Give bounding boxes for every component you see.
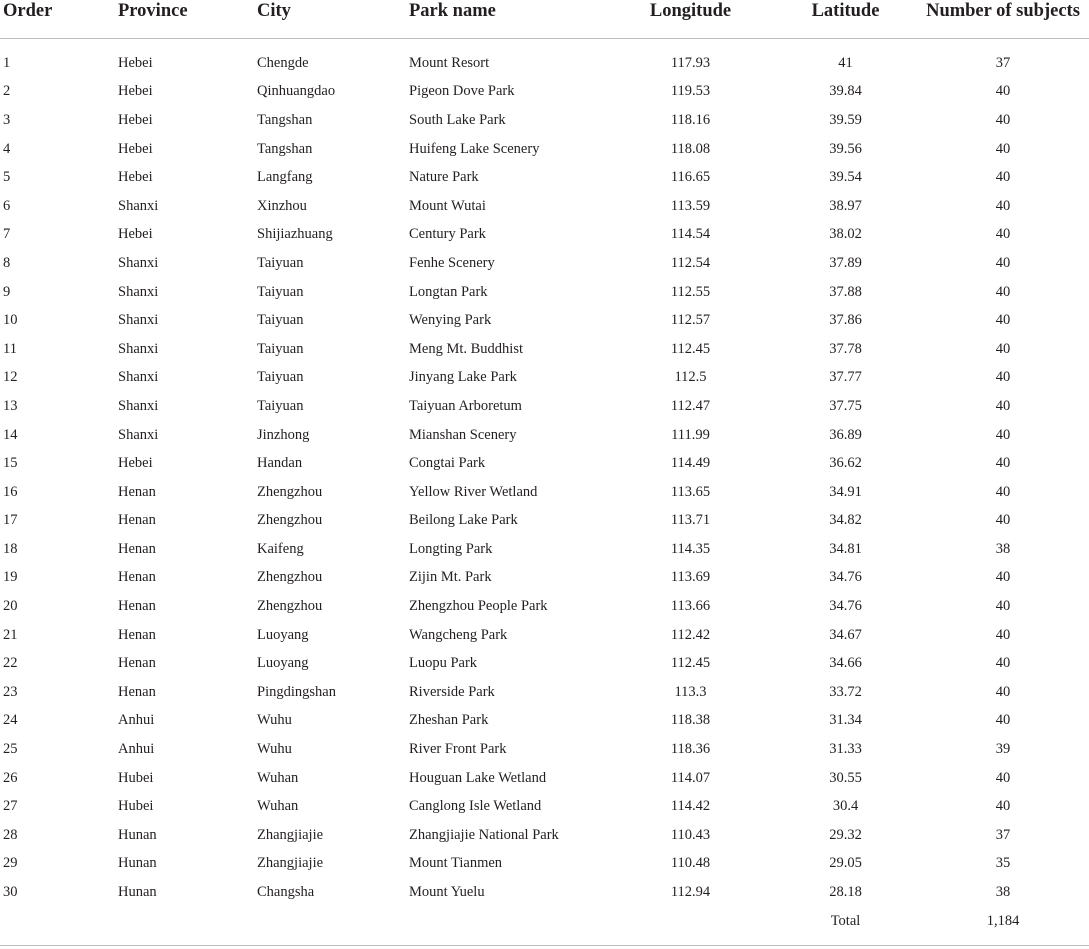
table-row: [0, 735, 1089, 764]
city-cell: Zhengzhou: [257, 512, 323, 529]
longitude-cell: 113.59: [670, 197, 711, 214]
longitude-cell: 112.5: [674, 369, 707, 386]
subjects-cell: 40: [995, 111, 1011, 128]
park-name-cell: Mianshan Scenery: [409, 426, 517, 443]
province-cell: Hubei: [118, 769, 154, 786]
longitude-cell: 113.69: [670, 569, 711, 586]
order-cell: 26: [3, 769, 18, 786]
park-name-cell: Fenhe Scenery: [409, 254, 495, 271]
longitude-cell: 113.65: [670, 483, 711, 500]
order-cell: 1: [3, 54, 11, 71]
longitude-cell: 112.42: [670, 626, 711, 643]
city-cell: Zhangjiajie: [257, 855, 324, 872]
subjects-cell: 40: [995, 683, 1011, 700]
park-name-cell: Longting Park: [409, 540, 493, 557]
latitude-cell: 34.91: [829, 483, 862, 500]
latitude-cell: 37.89: [829, 254, 862, 271]
park-name-cell: Nature Park: [409, 169, 479, 186]
province-cell: Hebei: [118, 169, 153, 186]
park-name-cell: Houguan Lake Wetland: [409, 769, 547, 786]
park-name-cell: Mount Wutai: [409, 197, 486, 214]
order-cell: 9: [3, 283, 11, 300]
order-cell: 19: [3, 569, 18, 586]
city-cell: Luoyang: [257, 626, 309, 643]
park-name-cell: River Front Park: [409, 741, 507, 758]
province-cell: Hunan: [118, 855, 157, 872]
province-cell: Shanxi: [118, 197, 159, 214]
subjects-cell: 40: [995, 397, 1011, 414]
table-row: [0, 306, 1089, 335]
order-cell: 6: [3, 197, 11, 214]
city-cell: Wuhu: [257, 741, 292, 758]
longitude-cell: 110.48: [670, 855, 711, 872]
province-cell: Hebei: [118, 455, 153, 472]
table-row: [0, 278, 1089, 307]
latitude-cell: 36.89: [829, 426, 862, 443]
table-row: [0, 850, 1089, 879]
order-cell: 14: [3, 426, 18, 443]
subjects-cell: 40: [995, 455, 1011, 472]
park-name-cell: Yellow River Wetland: [409, 483, 538, 500]
latitude-cell: 28.18: [829, 884, 862, 901]
province-cell: Shanxi: [118, 426, 159, 443]
park-name-cell: Mount Resort: [409, 54, 490, 71]
order-cell: 28: [3, 826, 18, 843]
table-row: [0, 364, 1089, 393]
latitude-cell: 37.77: [829, 369, 862, 386]
latitude-cell: 34.82: [829, 512, 862, 529]
order-cell: 11: [3, 340, 17, 357]
park-name-cell: Wangcheng Park: [409, 626, 508, 643]
province-cell: Henan: [118, 626, 156, 643]
latitude-cell: 37.86: [829, 312, 862, 329]
order-cell: 22: [3, 655, 18, 672]
subjects-cell: 40: [995, 512, 1011, 529]
city-cell: Taiyuan: [257, 397, 304, 414]
city-cell: Shijiazhuang: [257, 226, 333, 243]
city-cell: Xinzhou: [257, 197, 307, 214]
city-cell: Zhengzhou: [257, 598, 323, 615]
order-cell: 25: [3, 741, 18, 758]
latitude-cell: 37.75: [829, 397, 862, 414]
order-cell: 5: [3, 169, 11, 186]
province-cell: Hebei: [118, 54, 153, 71]
latitude-cell: 36.62: [829, 455, 862, 472]
col-header-latitude: Latitude: [811, 1, 880, 21]
table-row: [0, 535, 1089, 564]
subjects-cell: 38: [995, 540, 1011, 557]
province-cell: Shanxi: [118, 397, 159, 414]
province-cell: Hubei: [118, 798, 154, 815]
latitude-cell: 39.54: [829, 169, 862, 186]
longitude-cell: 114.07: [670, 769, 711, 786]
col-header-province: Province: [118, 1, 188, 21]
table-row: [0, 106, 1089, 135]
city-cell: Taiyuan: [257, 283, 304, 300]
subjects-cell: 35: [995, 855, 1011, 872]
province-cell: Henan: [118, 540, 156, 557]
table-row: [0, 507, 1089, 536]
city-cell: Pingdingshan: [257, 683, 336, 700]
subjects-cell: 38: [995, 884, 1011, 901]
table-row: [0, 821, 1089, 850]
longitude-cell: 112.47: [670, 397, 711, 414]
latitude-cell: 38.97: [829, 197, 862, 214]
total-label: Total: [830, 913, 861, 930]
park-name-cell: Beilong Lake Park: [409, 512, 518, 529]
city-cell: Chengde: [257, 54, 309, 71]
province-cell: Hebei: [118, 111, 153, 128]
park-name-cell: Riverside Park: [409, 683, 495, 700]
order-cell: 23: [3, 683, 18, 700]
longitude-cell: 114.54: [670, 226, 711, 243]
subjects-cell: 40: [995, 426, 1011, 443]
park-name-cell: Canglong Isle Wetland: [409, 798, 542, 815]
province-cell: Shanxi: [118, 369, 159, 386]
city-cell: Tangshan: [257, 111, 313, 128]
park-name-cell: Mount Tianmen: [409, 855, 503, 872]
subjects-cell: 40: [995, 340, 1011, 357]
park-name-cell: Luopu Park: [409, 655, 478, 672]
subjects-cell: 40: [995, 140, 1011, 157]
empty-cell: [607, 907, 774, 937]
province-cell: Henan: [118, 569, 156, 586]
latitude-cell: 33.72: [829, 683, 862, 700]
subjects-cell: 40: [995, 312, 1011, 329]
city-cell: Langfang: [257, 169, 313, 186]
table-row: [0, 135, 1089, 164]
province-cell: Shanxi: [118, 312, 159, 329]
table-row: [0, 478, 1089, 507]
latitude-cell: 34.76: [829, 569, 862, 586]
order-cell: 24: [3, 712, 18, 729]
park-name-cell: Taiyuan Arboretum: [409, 397, 522, 414]
longitude-cell: 119.53: [670, 83, 711, 100]
table-row: [0, 163, 1089, 192]
longitude-cell: 113.71: [670, 512, 711, 529]
city-cell: Tangshan: [257, 140, 313, 157]
table-row: [0, 649, 1089, 678]
latitude-cell: 34.66: [829, 655, 862, 672]
city-cell: Wuhu: [257, 712, 292, 729]
table-row: [0, 78, 1089, 107]
col-header-city: City: [257, 1, 291, 21]
city-cell: Taiyuan: [257, 312, 304, 329]
order-cell: 3: [3, 111, 11, 128]
longitude-cell: 112.57: [670, 312, 711, 329]
latitude-cell: 29.05: [829, 855, 862, 872]
longitude-cell: 114.35: [670, 540, 711, 557]
province-cell: Anhui: [118, 741, 155, 758]
table-row: [0, 392, 1089, 421]
col-header-longitude: Longitude: [649, 1, 732, 21]
table-row: [0, 39, 1089, 78]
order-cell: 20: [3, 598, 18, 615]
order-cell: 7: [3, 226, 11, 243]
order-cell: 2: [3, 83, 11, 100]
latitude-cell: 30.4: [832, 798, 859, 815]
longitude-cell: 112.45: [670, 340, 711, 357]
table-row: [0, 764, 1089, 793]
order-cell: 18: [3, 540, 18, 557]
latitude-cell: 37.78: [829, 340, 862, 357]
subjects-cell: 39: [995, 741, 1011, 758]
latitude-cell: 31.34: [829, 712, 862, 729]
longitude-cell: 111.99: [671, 426, 710, 443]
col-header-order: Order: [3, 1, 53, 21]
table-row: [0, 564, 1089, 593]
city-cell: Zhangjiajie: [257, 826, 324, 843]
order-cell: 15: [3, 455, 18, 472]
longitude-cell: 116.65: [670, 169, 711, 186]
subjects-cell: 40: [995, 569, 1011, 586]
park-name-cell: South Lake Park: [409, 111, 506, 128]
latitude-cell: 34.81: [829, 540, 862, 557]
latitude-cell: 39.59: [829, 111, 862, 128]
order-cell: 8: [3, 254, 11, 271]
province-cell: Henan: [118, 655, 156, 672]
latitude-cell: 31.33: [829, 741, 862, 758]
order-cell: 4: [3, 140, 11, 157]
order-cell: 17: [3, 512, 18, 529]
order-cell: 16: [3, 483, 18, 500]
latitude-cell: 38.02: [829, 226, 862, 243]
latitude-cell: 30.55: [829, 769, 862, 786]
subjects-cell: 40: [995, 197, 1011, 214]
table-header-row: [0, 0, 1089, 39]
longitude-cell: 112.94: [670, 884, 711, 901]
province-cell: Anhui: [118, 712, 155, 729]
province-cell: Hunan: [118, 884, 157, 901]
longitude-cell: 112.45: [670, 655, 711, 672]
col-header-park-name: Park name: [409, 1, 496, 21]
city-cell: Taiyuan: [257, 340, 304, 357]
park-name-cell: Congtai Park: [409, 455, 486, 472]
latitude-cell: 39.84: [829, 83, 862, 100]
city-cell: Zhengzhou: [257, 569, 323, 586]
order-cell: 21: [3, 626, 18, 643]
longitude-cell: 118.16: [670, 111, 711, 128]
province-cell: Hebei: [118, 140, 153, 157]
park-name-cell: Meng Mt. Buddhist: [409, 340, 523, 357]
province-cell: Shanxi: [118, 283, 159, 300]
table-row: [0, 221, 1089, 250]
province-cell: Henan: [118, 598, 156, 615]
city-cell: Wuhan: [257, 769, 299, 786]
park-name-cell: Zhangjiajie National Park: [409, 826, 559, 843]
subjects-cell: 40: [995, 655, 1011, 672]
city-cell: Taiyuan: [257, 369, 304, 386]
subjects-cell: 40: [995, 283, 1011, 300]
table-row: [0, 878, 1089, 907]
province-cell: Henan: [118, 512, 156, 529]
subjects-cell: 40: [995, 254, 1011, 271]
latitude-cell: 41: [838, 54, 853, 71]
province-cell: Hebei: [118, 226, 153, 243]
city-cell: Kaifeng: [257, 540, 304, 557]
total-row: [0, 907, 1089, 937]
longitude-cell: 113.3: [674, 683, 707, 700]
latitude-cell: 39.56: [829, 140, 862, 157]
longitude-cell: 118.36: [670, 741, 711, 758]
park-name-cell: Zheshan Park: [409, 712, 489, 729]
park-name-cell: Longtan Park: [409, 283, 488, 300]
park-name-cell: Mount Yuelu: [409, 884, 485, 901]
subjects-cell: 40: [995, 769, 1011, 786]
city-cell: Taiyuan: [257, 254, 304, 271]
city-cell: Handan: [257, 455, 303, 472]
table-row: [0, 421, 1089, 450]
subjects-cell: 40: [995, 798, 1011, 815]
table-body: [0, 39, 1089, 937]
order-cell: 13: [3, 397, 18, 414]
table-row: [0, 678, 1089, 707]
city-cell: Jinzhong: [257, 426, 310, 443]
table-row: [0, 707, 1089, 736]
longitude-cell: 113.66: [670, 598, 711, 615]
table-row: [0, 792, 1089, 821]
subjects-cell: 40: [995, 169, 1011, 186]
province-cell: Henan: [118, 483, 156, 500]
city-cell: Wuhan: [257, 798, 299, 815]
subjects-cell: 40: [995, 83, 1011, 100]
park-name-cell: Zijin Mt. Park: [409, 569, 492, 586]
table-row: [0, 592, 1089, 621]
subjects-cell: 40: [995, 226, 1011, 243]
table-bottom-rule: [0, 945, 1089, 946]
park-name-cell: Huifeng Lake Scenery: [409, 140, 540, 157]
longitude-cell: 117.93: [670, 54, 711, 71]
longitude-cell: 110.43: [670, 826, 711, 843]
longitude-cell: 118.08: [670, 140, 711, 157]
latitude-cell: 34.76: [829, 598, 862, 615]
subjects-cell: 40: [995, 712, 1011, 729]
subjects-cell: 37: [995, 826, 1011, 843]
latitude-cell: 37.88: [829, 283, 862, 300]
table-row: [0, 249, 1089, 278]
park-name-cell: Jinyang Lake Park: [409, 369, 517, 386]
latitude-cell: 29.32: [829, 826, 862, 843]
park-name-cell: Century Park: [409, 226, 486, 243]
province-cell: Shanxi: [118, 254, 159, 271]
province-cell: Shanxi: [118, 340, 159, 357]
order-cell: 10: [3, 312, 18, 329]
province-cell: Henan: [118, 683, 156, 700]
province-cell: Hebei: [118, 83, 153, 100]
city-cell: Luoyang: [257, 655, 309, 672]
longitude-cell: 114.49: [670, 455, 711, 472]
table-row: [0, 335, 1089, 364]
order-cell: 30: [3, 884, 18, 901]
subjects-cell: 40: [995, 483, 1011, 500]
longitude-cell: 112.54: [670, 254, 711, 271]
subjects-cell: 40: [995, 369, 1011, 386]
empty-cell: [0, 907, 118, 937]
empty-cell: [257, 907, 409, 937]
order-cell: 27: [3, 798, 18, 815]
longitude-cell: 118.38: [670, 712, 711, 729]
empty-cell: [409, 907, 607, 937]
city-cell: Zhengzhou: [257, 483, 323, 500]
table-row: [0, 449, 1089, 478]
park-name-cell: Pigeon Dove Park: [409, 83, 515, 100]
subjects-cell: 40: [995, 598, 1011, 615]
empty-cell: [118, 907, 257, 937]
city-cell: Changsha: [257, 884, 315, 901]
order-cell: 29: [3, 855, 18, 872]
table-row: [0, 621, 1089, 650]
subjects-cell: 37: [995, 54, 1011, 71]
total-value: 1,184: [986, 913, 1020, 930]
park-name-cell: Zhengzhou People Park: [409, 598, 548, 615]
table-row: [0, 192, 1089, 221]
park-name-cell: Wenying Park: [409, 312, 492, 329]
province-cell: Hunan: [118, 826, 157, 843]
city-cell: Qinhuangdao: [257, 83, 336, 100]
col-header-number-of-subjects: Number of subjects: [926, 1, 1080, 21]
longitude-cell: 112.55: [670, 283, 711, 300]
longitude-cell: 114.42: [670, 798, 711, 815]
subjects-cell: 40: [995, 626, 1011, 643]
latitude-cell: 34.67: [829, 626, 862, 643]
order-cell: 12: [3, 369, 18, 386]
